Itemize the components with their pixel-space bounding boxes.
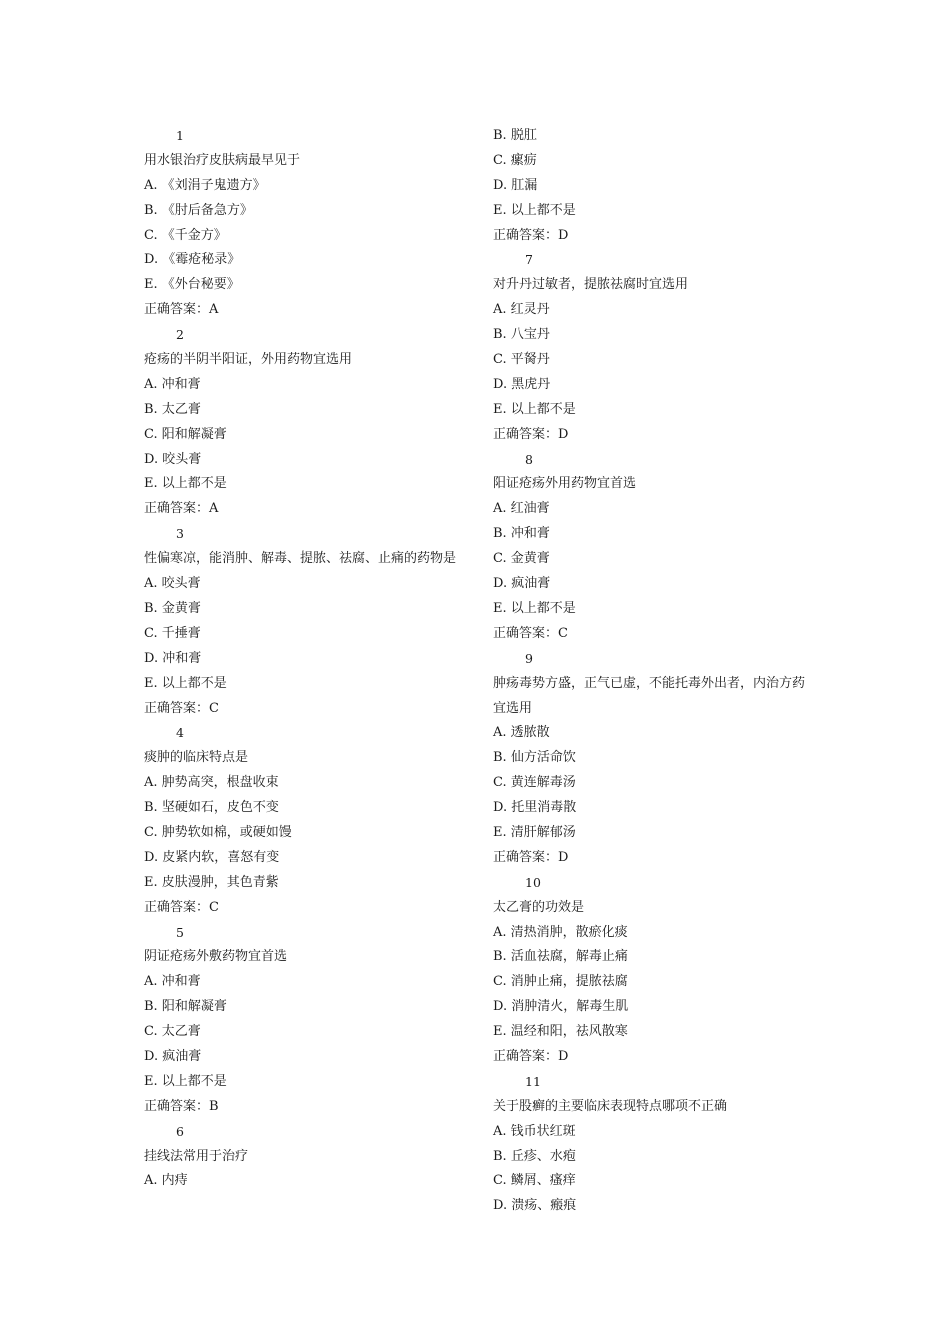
question-number: 7: [525, 252, 533, 268]
question-text: 对升丹过敏者，提脓祛腐时宜选用: [493, 277, 689, 293]
question-text: 痰肿的临床特点是: [144, 750, 249, 766]
option: E. 温经和阳，祛风散寒: [493, 1024, 628, 1040]
option: E. 以上都不是: [144, 476, 227, 492]
option: E. 以上都不是: [493, 600, 576, 616]
option: C. 鳞屑、瘙痒: [493, 1173, 576, 1189]
option: C. 金黄膏: [493, 551, 550, 567]
option: A. 咬头膏: [144, 576, 201, 592]
right-column: [493, 124, 823, 1219]
option: B. 丘疹、水疱: [493, 1148, 576, 1164]
question-text: 阴证疮疡外敷药物宜首选: [144, 949, 288, 965]
option: C. 千捶膏: [144, 625, 201, 641]
question-number: 1: [176, 128, 184, 143]
option: C. 黄连解毒汤: [493, 775, 576, 791]
option: B. 《肘后备急方》: [144, 202, 253, 218]
option: C. 平胬丹: [493, 352, 550, 368]
option: D. 消肿清火，解毒生肌: [493, 999, 629, 1015]
question-text: 性偏寒凉，能消肿、解毒、提脓、祛腐、止痛的药物是: [144, 551, 457, 567]
option: E. 以上都不是: [493, 401, 576, 417]
option: B. 坚硬如石，皮色不变: [144, 800, 279, 816]
question-text: 阳证疮疡外用药物宜首选: [493, 476, 637, 492]
option: A. 清热消肿，散瘀化痰: [493, 924, 628, 940]
answer: 正确答案：D: [493, 1048, 569, 1064]
option: C. 太乙膏: [144, 1024, 201, 1040]
question-text: 挂线法常用于治疗: [144, 1148, 249, 1164]
option: C. 瘰疬: [493, 152, 537, 168]
option: B. 活血祛腐，解毒止痛: [493, 949, 628, 965]
answer: 正确答案：D: [493, 849, 569, 865]
option: A. 红油膏: [493, 501, 550, 517]
question-text: 用水银治疗皮肤病最早见于: [144, 152, 301, 168]
option: C. 《千金方》: [144, 227, 227, 243]
answer: 正确答案：C: [493, 625, 568, 641]
answer: 正确答案：D: [493, 227, 569, 243]
option: B. 太乙膏: [144, 401, 201, 417]
option: D. 《霉疮秘录》: [144, 252, 241, 268]
question-number: 11: [525, 1073, 541, 1089]
option: D. 黑虎丹: [493, 376, 551, 392]
option: C. 阳和解凝膏: [144, 426, 227, 442]
question-number: 9: [525, 650, 533, 666]
option: A. 红灵丹: [493, 302, 550, 318]
option: D. 皮紧内软，喜怒有变: [144, 849, 280, 865]
question-number: 8: [525, 451, 533, 467]
option: A. 肿势高突，根盘收束: [144, 775, 279, 791]
option: D. 托里消毒散: [493, 800, 577, 816]
answer: 正确答案：C: [144, 899, 219, 915]
question-number: 5: [176, 924, 184, 940]
option: B. 脱肛: [493, 128, 537, 143]
option: A. 透脓散: [493, 725, 550, 741]
option: D. 咬头膏: [144, 451, 202, 467]
question-number: 6: [176, 1123, 184, 1139]
option: B. 仙方活命饮: [493, 750, 576, 766]
option: D. 溃疡、瘢痕: [493, 1198, 577, 1214]
question-text: 关于股癣的主要临床表现特点哪项不正确: [493, 1098, 728, 1114]
answer: 正确答案：D: [493, 426, 569, 442]
option: E. 《外台秘要》: [144, 277, 240, 293]
option: A. 钱币状红斑: [493, 1123, 576, 1139]
question-text: 疮疡的半阴半阳证，外用药物宜选用: [144, 352, 353, 368]
option: D. 疯油膏: [144, 1048, 202, 1064]
question-number: 10: [525, 874, 541, 890]
answer: 正确答案：C: [144, 700, 219, 716]
option: D. 肛漏: [493, 177, 538, 193]
option: E. 以上都不是: [144, 675, 227, 691]
option: B. 八宝丹: [493, 327, 550, 343]
left-column: [144, 124, 474, 1194]
option: A. 冲和膏: [144, 974, 201, 990]
option: D. 冲和膏: [144, 650, 202, 666]
option: C. 消肿止痛，提脓祛腐: [493, 974, 628, 990]
option: E. 清肝解郁汤: [493, 824, 576, 840]
option: E. 皮肤漫肿，其色青紫: [144, 874, 279, 890]
option: B. 冲和膏: [493, 526, 550, 542]
option: D. 疯油膏: [493, 576, 551, 592]
question-text: 太乙膏的功效是: [493, 899, 585, 915]
option: A. 《刘涓子鬼遗方》: [144, 177, 266, 193]
answer: 正确答案：A: [144, 501, 219, 517]
option: A. 内痔: [144, 1173, 188, 1189]
question-number: 2: [176, 327, 184, 343]
question-text: 肿疡毒势方盛，正气已虚，不能托毒外出者，内治方药宜选用: [493, 675, 806, 716]
answer: 正确答案：B: [144, 1098, 219, 1114]
option: B. 阳和解凝膏: [144, 999, 227, 1015]
question-number: 4: [176, 725, 184, 741]
option: B. 金黄膏: [144, 600, 201, 616]
answer: 正确答案：A: [144, 302, 219, 318]
option: C. 肿势软如棉，或硬如馒: [144, 824, 292, 840]
option: E. 以上都不是: [493, 202, 576, 218]
option: E. 以上都不是: [144, 1073, 227, 1089]
question-number: 3: [176, 526, 184, 542]
option: A. 冲和膏: [144, 376, 201, 392]
